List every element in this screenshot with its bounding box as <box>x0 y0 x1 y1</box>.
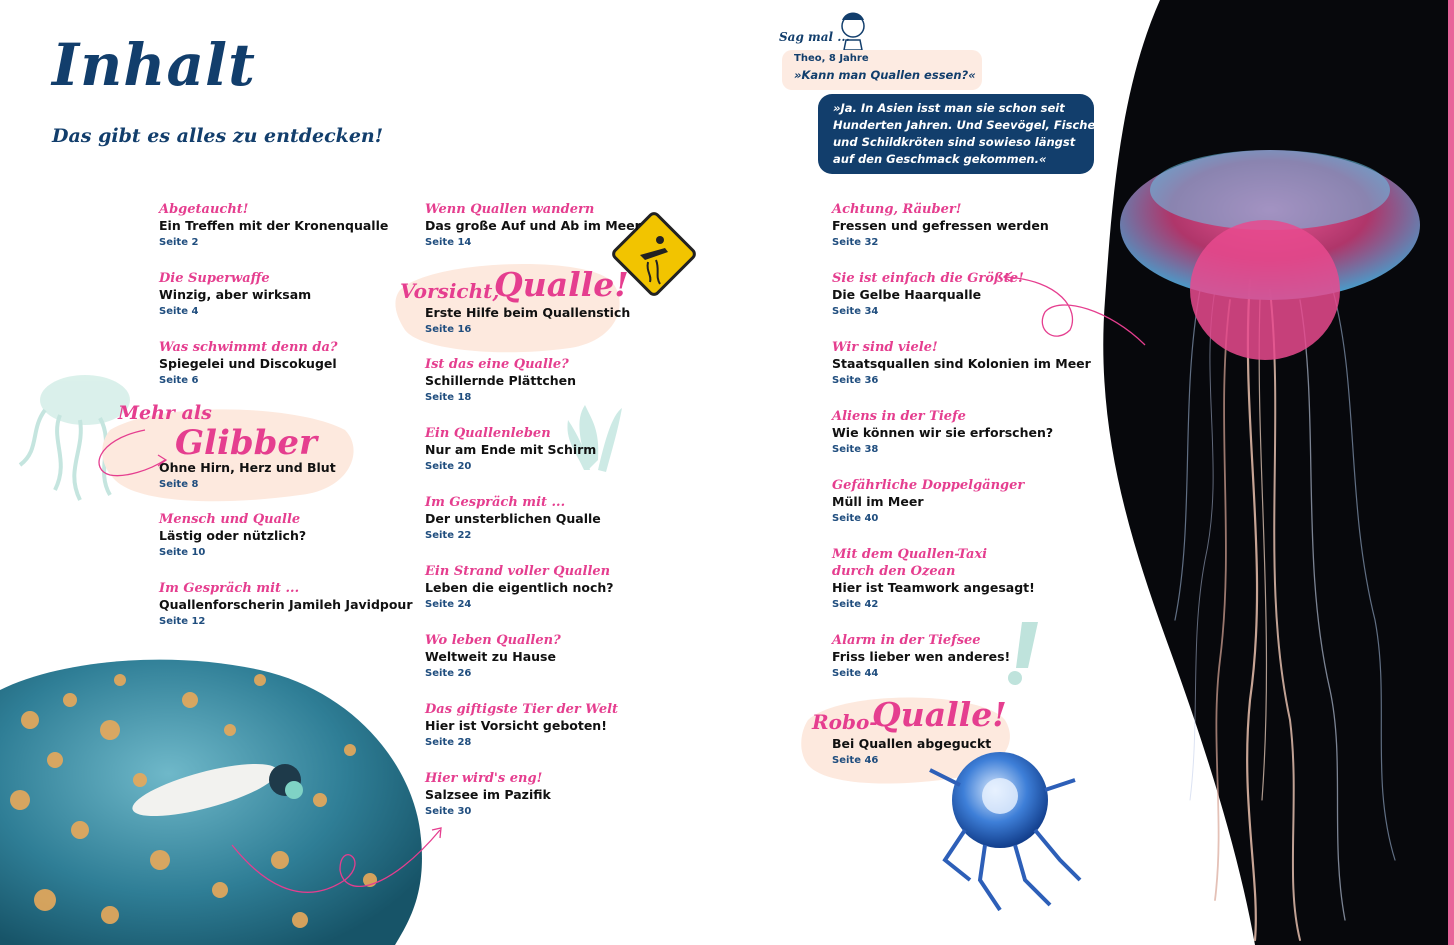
page-title: Inhalt <box>52 31 256 99</box>
entry-description: Ohne Hirn, Herz und Blut <box>159 460 336 475</box>
entry-headline: Aliens in der Tiefe <box>832 409 966 424</box>
glibber-kicker: Mehr als <box>118 402 212 424</box>
question-asker: Theo, 8 Jahre <box>794 53 869 64</box>
entry-description: Wie können wir sie erforschen? <box>832 425 1054 440</box>
entry-page: Seite 46 <box>832 755 879 766</box>
entry-headline: Das giftigste Tier der Welt <box>425 702 619 717</box>
entry-description: Salzsee im Pazifik <box>425 787 551 802</box>
entry-description: Weltweit zu Hause <box>425 649 556 664</box>
question-text: »Kann man Quallen essen?« <box>794 68 976 82</box>
entry-page: Seite 40 <box>832 513 879 524</box>
toc-entry-36[interactable] <box>832 341 1091 386</box>
entry-description: Leben die eigentlich noch? <box>425 580 614 595</box>
entry-headline: Mit dem Quallen-Taxi <box>832 547 988 562</box>
entry-headline: Wo leben Quallen? <box>425 633 561 648</box>
toc-entry-34[interactable] <box>832 272 1024 317</box>
toc-entry-44[interactable] <box>832 634 1010 679</box>
entry-description: Winzig, aber wirksam <box>159 287 312 302</box>
entry-description: Hier ist Vorsicht geboten! <box>425 718 607 733</box>
entry-headline: Sie ist einfach die Größte! <box>832 271 1024 286</box>
entry-page: Seite 20 <box>425 461 472 472</box>
entry-page: Seite 42 <box>832 599 879 610</box>
toc-entry-2[interactable] <box>159 203 388 248</box>
entry-headline: Alarm in der Tiefsee <box>832 633 981 648</box>
toc-entry-46[interactable] <box>832 738 991 766</box>
vorsicht-headline: Qualle! <box>494 265 629 304</box>
toc-entry-22[interactable] <box>425 496 601 541</box>
entry-headline: Ein Quallenleben <box>425 426 551 441</box>
answer-text <box>833 100 1095 168</box>
answer-line: »Ja. In Asien isst man sie schon seit <box>833 101 1065 115</box>
entry-description: Müll im Meer <box>832 494 924 509</box>
toc-entry-40[interactable] <box>832 479 1024 524</box>
entry-description: Ein Treffen mit der Kronenqualle <box>159 218 389 233</box>
entry-description: Nur am Ende mit Schirm <box>425 442 597 457</box>
entry-headline: Achtung, Räuber! <box>832 202 962 217</box>
toc-entry-42[interactable] <box>832 548 1035 610</box>
entry-headline-line2: durch den Ozean <box>832 564 956 579</box>
entry-page: Seite 18 <box>425 392 472 403</box>
toc-entry-32[interactable] <box>832 203 1049 248</box>
entry-description: Der unsterblichen Qualle <box>425 511 601 526</box>
entry-page: Seite 32 <box>832 237 879 248</box>
entry-page: Seite 28 <box>425 737 472 748</box>
toc-entry-30[interactable] <box>425 772 551 817</box>
exclamation-icon <box>1008 622 1038 685</box>
entry-description: Die Gelbe Haarqualle <box>832 287 982 302</box>
entry-page: Seite 38 <box>832 444 879 455</box>
entry-page: Seite 2 <box>159 237 199 248</box>
entry-page: Seite 34 <box>832 306 879 317</box>
entry-headline: Im Gespräch mit ... <box>159 581 300 596</box>
entry-page: Seite 22 <box>425 530 472 541</box>
entry-headline: Ist das eine Qualle? <box>425 357 569 372</box>
entry-page: Seite 8 <box>159 479 199 490</box>
entry-page: Seite 44 <box>832 668 879 679</box>
entry-description: Staatsquallen sind Kolonien im Meer <box>832 356 1091 371</box>
robo-kicker: Robo- <box>812 710 878 734</box>
toc-entry-18[interactable] <box>425 358 576 403</box>
entry-headline: Mensch und Qualle <box>159 512 301 527</box>
toc-entry-28[interactable] <box>425 703 618 748</box>
entry-description: Bei Quallen abgeguckt <box>832 736 992 751</box>
toc-entry-14[interactable] <box>425 203 641 248</box>
entry-headline: Ein Strand voller Quallen <box>425 564 611 579</box>
entry-description: Schillernde Plättchen <box>425 373 577 388</box>
entry-description: Hier ist Teamwork angesagt! <box>832 580 1035 595</box>
entry-page: Seite 12 <box>159 616 206 627</box>
entry-page: Seite 10 <box>159 547 206 558</box>
entry-description: Spiegelei und Discokugel <box>159 356 337 371</box>
toc-entry-20[interactable] <box>425 427 596 472</box>
entry-headline: Wir sind viele! <box>832 340 938 355</box>
entry-headline: Wenn Quallen wandern <box>425 202 595 217</box>
entry-page: Seite 26 <box>425 668 472 679</box>
entry-page: Seite 24 <box>425 599 472 610</box>
entry-headline: Die Superwaffe <box>159 271 270 286</box>
robo-headline: Qualle! <box>872 695 1007 734</box>
entry-page: Seite 16 <box>425 324 472 335</box>
entry-headline: Gefährliche Doppelgänger <box>832 478 1025 493</box>
entry-headline: Was schwimmt denn da? <box>159 340 338 355</box>
entry-headline: Im Gespräch mit ... <box>425 495 566 510</box>
entry-headline: Abgetaucht! <box>159 202 249 217</box>
entry-description: Quallenforscherin Jamileh Javidpour <box>159 597 413 612</box>
toc-entry-6[interactable] <box>159 341 338 386</box>
entry-description: Fressen und gefressen werden <box>832 218 1049 233</box>
answer-line: auf den Geschmack gekommen.« <box>833 152 1047 166</box>
entry-page: Seite 4 <box>159 306 199 317</box>
glibber-headline: Glibber <box>175 423 317 463</box>
toc-entry-16[interactable] <box>425 307 630 335</box>
toc-entry-4[interactable] <box>159 272 311 317</box>
entry-description: Lästig oder nützlich? <box>159 528 307 543</box>
toc-entry-26[interactable] <box>425 634 561 679</box>
entry-description: Das große Auf und Ab im Meer <box>425 218 641 233</box>
sag-mal-label: Sag mal ... <box>779 30 850 44</box>
page-subtitle: Das gibt es alles zu entdecken! <box>52 125 384 147</box>
answer-line: Hunderten Jahren. Und Seevögel, Fische <box>833 118 1096 132</box>
entry-description: Friss lieber wen anderes! <box>832 649 1011 664</box>
toc-entry-24[interactable] <box>425 565 614 610</box>
toc-entry-12[interactable] <box>159 582 413 627</box>
entry-description: Erste Hilfe beim Quallenstich <box>425 305 631 320</box>
answer-line: und Schildkröten sind sowieso längst <box>833 135 1076 149</box>
vorsicht-kicker: Vorsicht, <box>400 279 500 303</box>
toc-entry-10[interactable] <box>159 513 306 558</box>
entry-page: Seite 30 <box>425 806 472 817</box>
entry-headline: Hier wird's eng! <box>425 771 543 786</box>
entry-page: Seite 6 <box>159 375 199 386</box>
entry-page: Seite 36 <box>832 375 879 386</box>
toc-entry-8[interactable] <box>159 462 336 490</box>
entry-page: Seite 14 <box>425 237 472 248</box>
toc-entry-38[interactable] <box>832 410 1053 455</box>
